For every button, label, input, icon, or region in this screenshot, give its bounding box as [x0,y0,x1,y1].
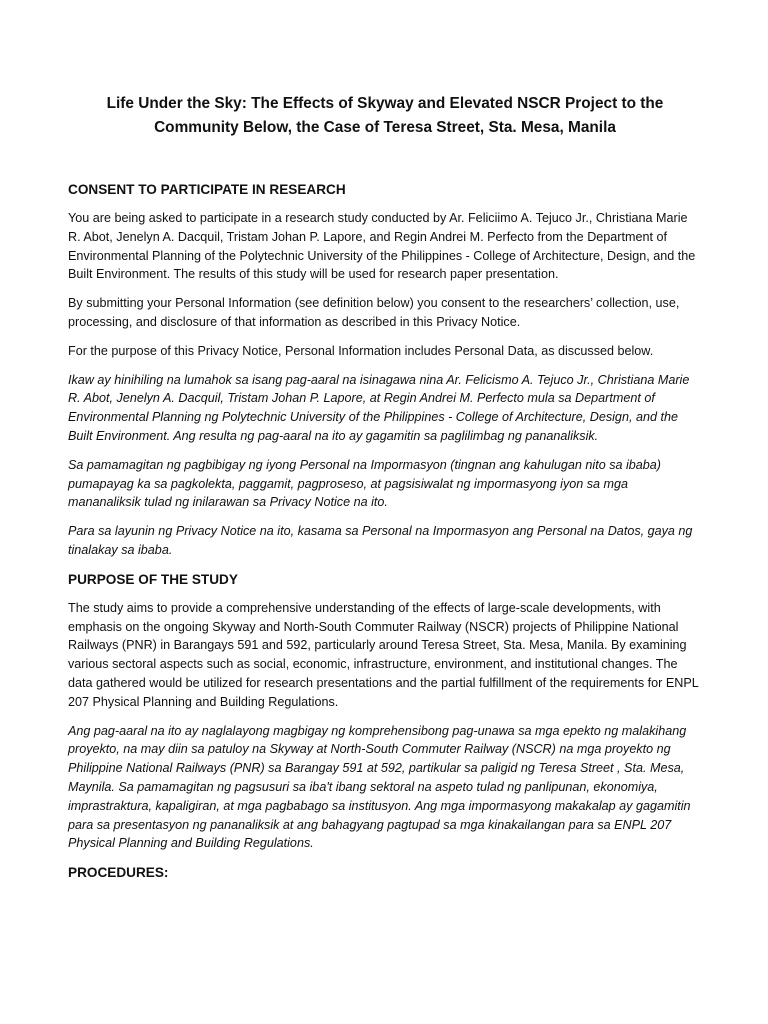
purpose-paragraph-2-filipino: Ang pag-aaral na ito ay naglalayong magbigay ng komprehensibong pag-unawa sa mga epekto ng malakihang proyekto, na may diin sa patuloy na Skyway at North-South Commuter Railway (NSCR) na mga proyekto ng Philippine National Railways (PNR) sa Barangay 591 at 592, partikular sa paligid ng Teresa Street , Sta. Mesa, Maynila. Sa pamamagitan ng pagsusuri sa iba't ibang sektoral na aspeto tulad ng panlipunan, ekonomiya, imprastraktura, kapaligiran, at mga pagbabago sa institusyon. Ang mga impormasyong makakalap ay gagamitin para sa presentasyon ng pananaliksik at ang bahagyang pagtupad sa mga kinakailangan para sa ENPL 207 Physical Planning and Building Regulations. [68,723,691,851]
purpose-paragraph-1: The study aims to provide a comprehensive understanding of the effects of large-scale developments, with emphasis on the ongoing Skyway and North-South Commuter Railway (NSCR) projects of Philippine National Railways (PNR) in Barangays 591 and 592, particularly around Teresa Street, Sta. Mesa, Manila. By examining various sectoral aspects such as social, economic, infrastructure, environment, and institutional changes. The data gathered would be utilized for research presentations and the partial fulfillment of the requirements for ENPL 207 Physical Planning and Building Regulations. [68,600,699,709]
consent-heading: CONSENT TO PARTICIPATE IN RESEARCH [68,182,346,197]
consent-paragraph-1: You are being asked to participate in a research study conducted by Ar. Feliciimo A. Tejuco Jr., Christiana Marie R. Abot, Jenelyn A. Dacquil, Tristam Johan P. Lapore, and Regin Andrei M. Perfecto from the Department of Environmental Planning of the Polytechnic University of the Philippines - College of Architecture, Design, and the Built Environment. The results of this study will be used for research paper presentation. [68,211,696,282]
procedures-heading: PROCEDURES: [68,865,169,881]
consent-paragraph-6-filipino: Para sa layunin ng Privacy Notice na ito, kasama sa Personal na Impormasyon ang Personal na Datos, gaya ng tinalakay sa ibaba. [68,524,693,557]
consent-paragraph-3: For the purpose of this Privacy Notice, Personal Information includes Personal Data, as discussed below. [68,343,654,358]
consent-paragraph-4-filipino: Ikaw ay hinihiling na lumahok sa isang pag-aaral na isinagawa nina Ar. Felicismo A. Tejuco Jr., Christiana Marie R. Abot, Jenelyn A. Dacquil, Tristam Johan P. Lapore, at Regin Andrei M. Perfecto mula sa Department of Environmental Planning ng Polytechnic University of the Philippines - College of Architecture, Design, and the Built Environment. Ang resulta ng pag-aaral na ito ay gagamitin sa paglilimbag ng pananaliksik. [68,372,690,443]
consent-paragraph-5-filipino: Sa pamamagitan ng pagbibigay ng iyong Personal na Impormasyon (tingnan ang kahulugan nito sa ibaba) pumapayag ka sa pagkolekta, paggamit, pagproseso, at pagsisiwalat ng impormasyong iyon sa mga mananaliksik tulad ng inilarawan sa Privacy Notice na ito. [68,457,662,510]
document-page [68,92,702,883]
purpose-heading: PURPOSE OF THE STUDY [68,571,238,587]
document-title: Life Under the Sky: The Effects of Skyway and Elevated NSCR Project to the Community Below, the Case of Teresa Street, Sta. Mesa, Manila [106,95,664,136]
consent-paragraph-2: By submitting your Personal Information (see definition below) you consent to the researchers’ collection, use, processing, and disclosure of that information as described in this Privacy Notice. [68,296,680,329]
